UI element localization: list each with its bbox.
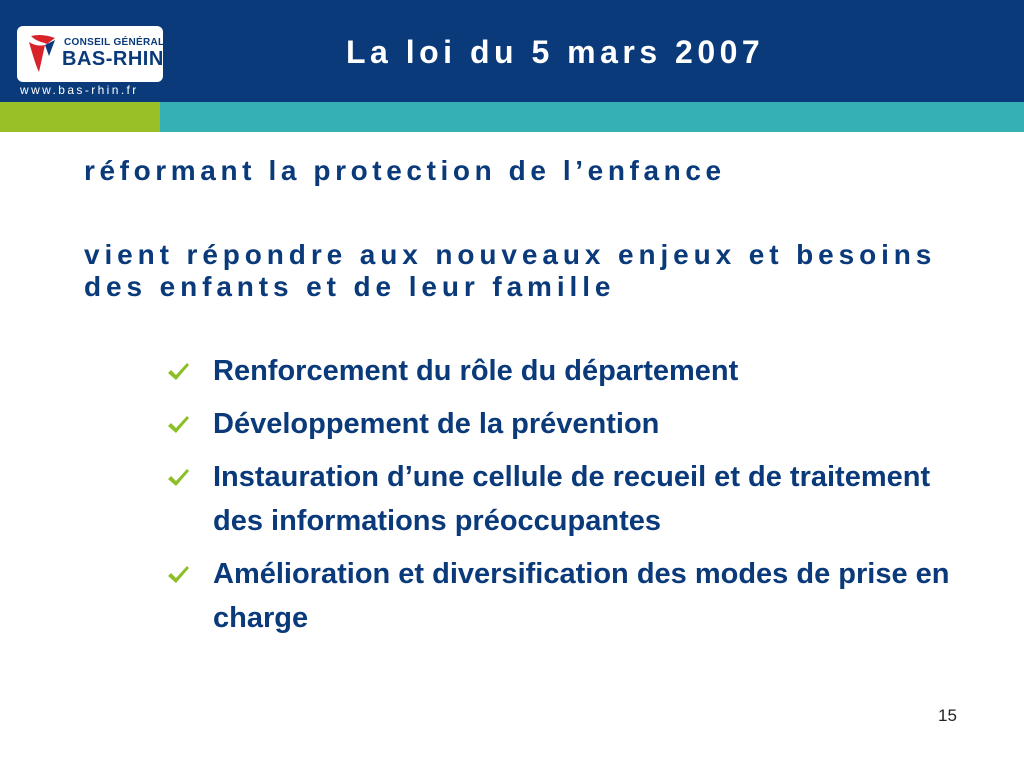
logo-line1: CONSEIL GÉNÉRAL bbox=[64, 37, 165, 48]
logo-line2: BAS-RHIN bbox=[62, 48, 164, 70]
slide-subtitle: réformant la protection de l’enfance bbox=[84, 155, 726, 186]
logo bbox=[17, 26, 163, 82]
slide-title: La loi du 5 mars 2007 bbox=[346, 34, 765, 70]
bullet-item bbox=[166, 552, 986, 640]
lead-text: vient répondre aux nouveaux enjeux et besoins des enfants et de leur famille bbox=[84, 239, 937, 302]
bullet-text: Développement de la prévention bbox=[213, 408, 660, 440]
bullet-item bbox=[166, 455, 986, 543]
bullet-item bbox=[166, 349, 986, 393]
bullet-text: Instauration d’une cellule de recueil et de traitement des informations préoccupantes bbox=[213, 461, 931, 537]
bullet-item bbox=[166, 402, 986, 446]
check-icon bbox=[166, 414, 190, 436]
logo-url: www.bas-rhin.fr bbox=[20, 83, 139, 97]
check-icon bbox=[166, 564, 190, 586]
check-icon bbox=[166, 361, 190, 383]
bullet-text: Amélioration et diversification des modes de prise en charge bbox=[213, 558, 950, 634]
accent-stripe-teal bbox=[160, 102, 1024, 132]
check-icon bbox=[166, 467, 190, 489]
bullet-list bbox=[166, 349, 986, 649]
bullet-text: Renforcement du rôle du département bbox=[213, 355, 739, 387]
accent-stripe-green bbox=[0, 102, 160, 132]
page-number: 15 bbox=[938, 706, 957, 725]
bas-rhin-logo-mark-icon bbox=[25, 32, 61, 76]
